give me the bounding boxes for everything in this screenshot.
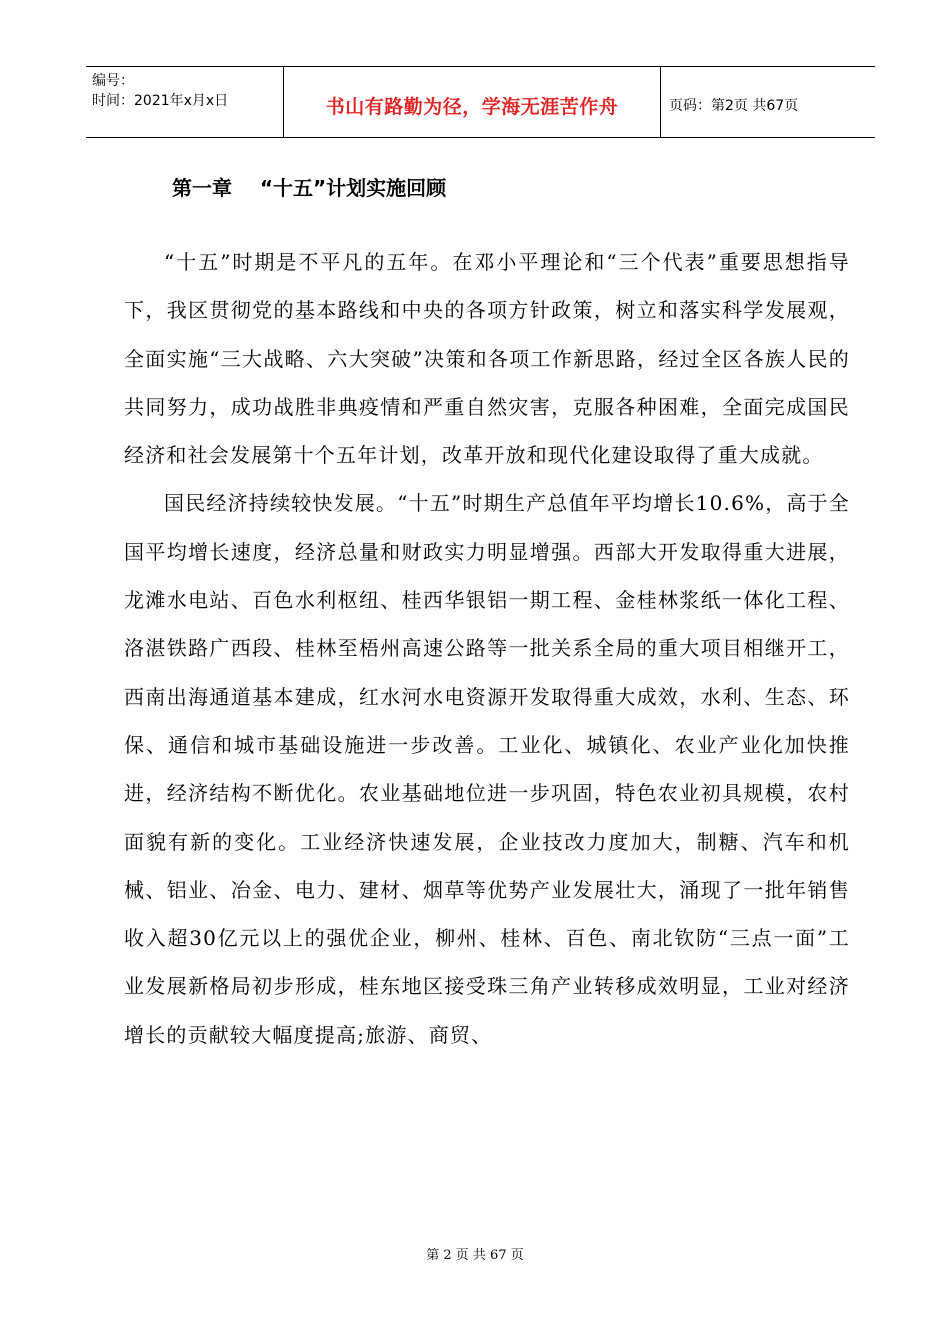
- chapter-title: 第一章 “十五”计划实施回顾: [172, 176, 447, 200]
- header-page-info: 页码：第2页 共67页: [669, 98, 799, 114]
- page-footer: 第 2 页 共 67 页: [426, 1248, 524, 1263]
- header-motto: 书山有路勤为径，学海无涯苦作舟: [284, 67, 661, 137]
- paragraph: “十五”时期是不平凡的五年。在邓小平理论和“三个代表”重要思想指导下，我区贯彻党的基本路线和中央的各项方针政策，树立和落实科学发展观，全面实施“三大战略、六大突破”决策和各项工作新思路，经过全区各族人民的共同努力，成功战胜非典疫情和严重自然灾害，克服各种困难，全面完成国民经济和社会发展第十个五年计划，改革开放和现代化建设取得了重大成就。: [124, 250, 850, 468]
- paragraph: 国民经济持续较快发展。“十五”时期生产总值年平均增长10.6%，高于全国平均增长速度，经济总量和财政实力明显增强。西部大开发取得重大进展，龙滩水电站、百色水利枢纽、桂西华银铝一期工程、金桂林浆纸一体化工程、洛湛铁路广西段、桂林至梧州高速公路等一批关系全局的重大项目相继开工，西南出海通道基本建成，红水河水电资源开发取得重大成效，水利、生态、环保、通信和城市基础设施进一步改善。工业化、城镇化、农业产业化加快推进，经济结构不断优化。农业基础地位进一步巩固，特色农业初具规模，农村面貌有新的变化。工业经济快速发展，企业技改力度加大，制糖、汽车和机械、铝业、冶金、电力、建材、烟草等优势产业发展壮大，涌现了一批年销售收入超30亿元以上的强优企业，柳州、桂林、百色、南北钦防“三点一面”工业发展新格局初步形成，桂东地区接受珠三角产业转移成效明显，工业对经济增长的贡献较大幅度提高;旅游、商贸、: [124, 491, 850, 1047]
- header-meta-cell: [86, 67, 284, 137]
- page-header: [86, 66, 875, 138]
- date-label: 时间：2021年x月x日: [92, 93, 229, 109]
- body-text: [124, 238, 850, 1059]
- serial-number-label: 编号：: [92, 73, 134, 89]
